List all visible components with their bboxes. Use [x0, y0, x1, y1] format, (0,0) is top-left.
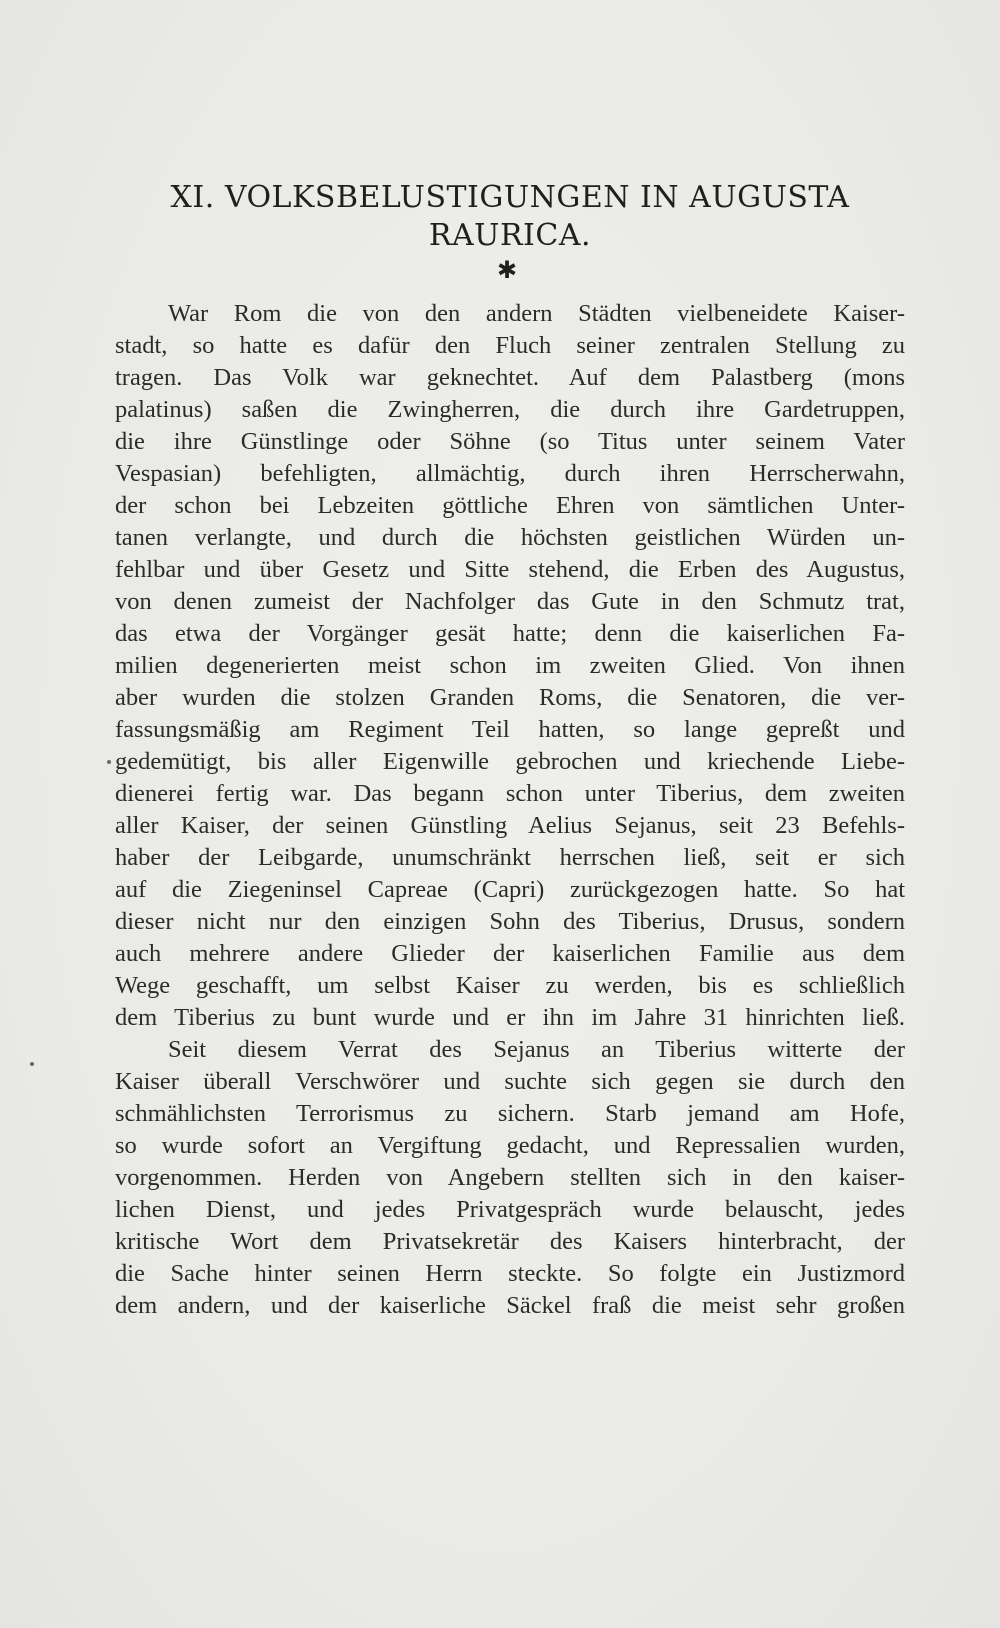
text-line: Vespasian) befehligten, allmächtig, durch ihren Herrscherwahn, [115, 460, 905, 487]
text-line: dem andern, und der kaiserliche Säckel fraß die meist sehr großen [115, 1292, 905, 1319]
text-line: stadt, so hatte es dafür den Fluch seiner zentralen Stellung zu [115, 332, 905, 359]
text-line: Wege geschafft, um selbst Kaiser zu werden, bis es schließlich [115, 972, 905, 999]
text-line: lichen Dienst, und jedes Privatgespräch wurde belauscht, jedes [115, 1196, 905, 1223]
paper-speck [30, 1062, 34, 1066]
text-line: milien degenerierten meist schon im zweiten Glied. Von ihnen [115, 652, 905, 679]
text-line: von denen zumeist der Nachfolger das Gute in den Schmutz trat, [115, 588, 905, 615]
text-line: fassungsmäßig am Regiment Teil hatten, so lange gepreßt und [115, 716, 905, 743]
text-line: der schon bei Lebzeiten göttliche Ehren von sämtlichen Unter- [115, 492, 905, 519]
text-line: aller Kaiser, der seinen Günstling Aelius Sejanus, seit 23 Befehls- [115, 812, 905, 839]
text-line: haber der Leibgarde, unumschränkt herrschen ließ, seit er sich [115, 844, 905, 871]
text-line: kritische Wort dem Privatsekretär des Kaisers hinterbracht, der [115, 1228, 905, 1255]
text-line: tanen verlangte, und durch die höchsten geistlichen Würden un- [115, 524, 905, 551]
text-line: schmählichsten Terrorismus zu sichern. Starb jemand am Hofe, [115, 1100, 905, 1127]
text-line: dieser nicht nur den einzigen Sohn des Tiberius, Drusus, sondern [115, 908, 905, 935]
text-line: tragen. Das Volk war geknechtet. Auf dem Palastberg (mons [115, 364, 905, 391]
text-line: palatinus) saßen die Zwingherren, die durch ihre Gardetruppen, [115, 396, 905, 423]
text-line: fehlbar und über Gesetz und Sitte stehend, die Erben des Augustus, [115, 556, 905, 583]
text-line: die ihre Günstlinge oder Söhne (so Titus unter seinem Vater [115, 428, 905, 455]
text-line: das etwa der Vorgänger gesät hatte; denn die kaiserlichen Fa- [115, 620, 905, 647]
text-line: aber wurden die stolzen Granden Roms, die Senatoren, die ver- [115, 684, 905, 711]
text-line: gedemütigt, bis aller Eigenwille gebrochen und kriechende Liebe- [115, 748, 905, 775]
paper-speck [107, 760, 111, 764]
text-line: vorgenommen. Herden von Angebern stellten sich in den kaiser- [115, 1164, 905, 1191]
chapter-title-line-2: RAURICA. [428, 218, 592, 253]
text-line: Seit diesem Verrat des Sejanus an Tiberius witterte der [168, 1036, 905, 1063]
text-line: dem Tiberius zu bunt wurde und er ihn im Jahre 31 hinrichten ließ. [115, 1004, 905, 1031]
text-line: auf die Ziegeninsel Capreae (Capri) zurückgezogen hatte. So hat [115, 876, 905, 903]
text-line: auch mehrere andere Glieder der kaiserlichen Familie aus dem [115, 940, 905, 967]
text-line: Kaiser überall Verschwörer und suchte sich gegen sie durch den [115, 1068, 905, 1095]
chapter-title-line-1: XI. VOLKSBELUSTIGUNGEN IN AUGUSTA [170, 180, 850, 215]
text-line: War Rom die von den andern Städten vielbeneidete Kaiser- [168, 300, 905, 327]
text-line: dienerei fertig war. Das begann schon unter Tiberius, dem zweiten [115, 780, 905, 807]
asterisk-ornament-icon: ✱ [496, 256, 518, 284]
text-line: so wurde sofort an Vergiftung gedacht, und Repressalien wurden, [115, 1132, 905, 1159]
text-line: die Sache hinter seinen Herrn steckte. So folgte ein Justizmord [115, 1260, 905, 1287]
